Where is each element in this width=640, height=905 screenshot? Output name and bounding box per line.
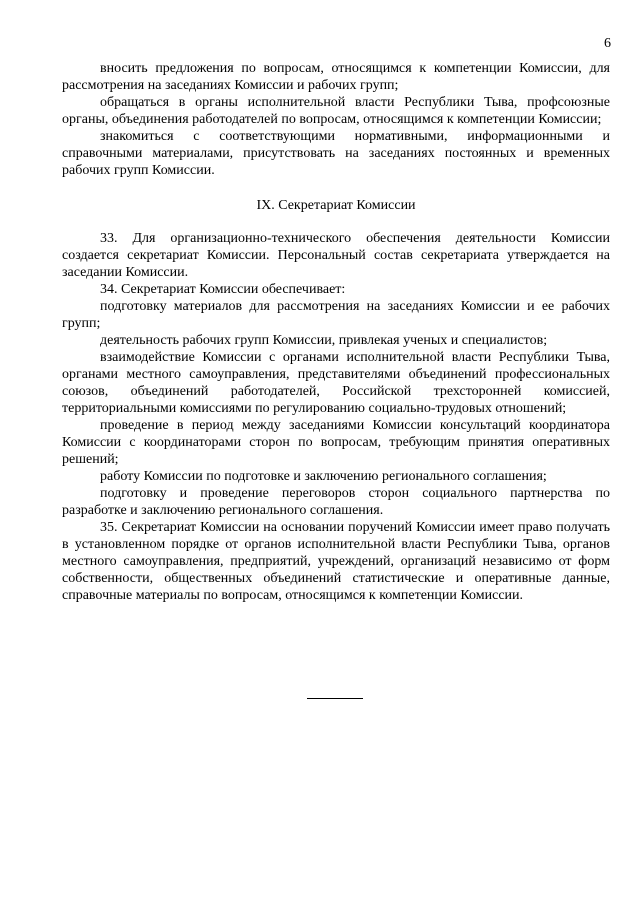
paragraph-rights-appeal: обращаться в органы исполнительной власти Республики Тыва, профсоюзные органы, объединения работодателей по вопросам, относящимся к компетенции Комиссии; [62,95,610,127]
paragraph-33: 33. Для организационно-технического обеспечения деятельности Комиссии создается секретариат Комиссии. Персональный состав секретариата утверждается на заседании Комиссии. [62,231,610,280]
paragraph-34-item-working-groups: деятельность рабочих групп Комиссии, привлекая ученых и специалистов; [100,333,548,348]
paragraph-34: 34. Секретариат Комиссии обеспечивает: [100,282,346,297]
paragraph-34-item-materials: подготовку материалов для рассмотрения на заседаниях Комиссии и ее рабочих групп; [62,299,610,331]
paragraph-34-item-interaction: взаимодействие Комиссии с органами исполнительной власти Республики Тыва, органами местного самоуправления, представителями объединений профессиональных союзов, объединений работодателей, Российской трехсторонней комиссией, территориальными комиссиями по регулированию социально-трудовых отношений; [62,350,610,416]
section-heading: IX. Секретариат Комиссии [256,198,416,213]
paragraph-34-item-agreement-work: работу Комиссии по подготовке и заключению регионального соглашения; [100,469,547,484]
closing-divider [307,698,363,699]
paragraph-34-item-consultations: проведение в период между заседаниями Комиссии консультаций координатора Комиссии с координаторами сторон по вопросам, требующим принятия оперативных решений; [62,418,610,467]
document-body [62,60,610,604]
paragraph-rights-proposals: вносить предложения по вопросам, относящимся к компетенции Комиссии, для рассмотрения на заседаниях Комиссии и рабочих групп; [62,61,610,93]
paragraph-35: 35. Секретариат Комиссии на основании поручений Комиссии имеет право получать в установленном порядке от органов исполнительной власти Республики Тыва, органов местного самоуправления, предприятий, учреждений, организаций независимо от форм собственности, общественных объединений статистические и оперативные данные, справочные материалы по вопросам, относящимся к компетенции Комиссии. [62,520,610,603]
page-number: 6 [604,36,611,51]
paragraph-34-item-negotiations: подготовку и проведение переговоров сторон социального партнерства по разработке и заключению регионального соглашения. [62,486,610,518]
paragraph-rights-familiarize: знакомиться с соответствующими нормативными, информационными и справочными материалами, присутствовать на заседаниях постоянных и временных рабочих групп Комиссии. [62,129,610,178]
